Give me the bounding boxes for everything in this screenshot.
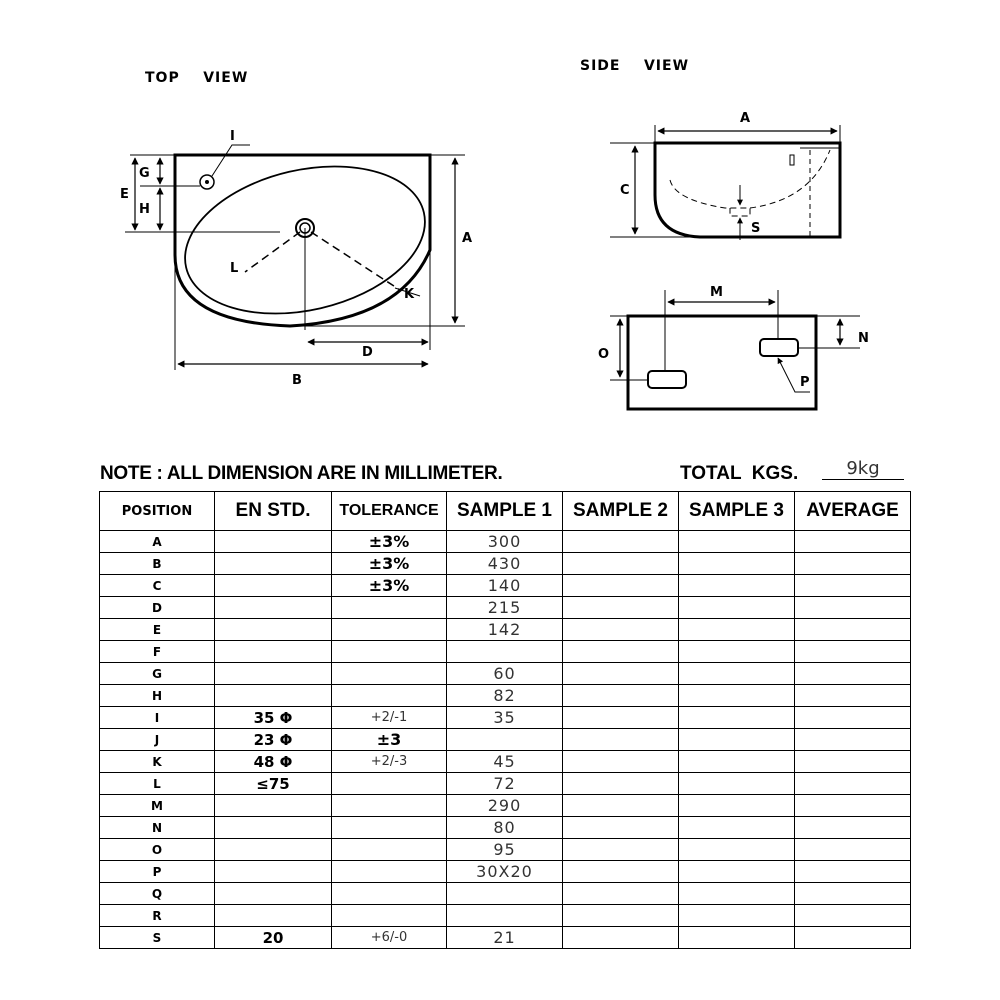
cell-sample2: [563, 663, 679, 685]
cell-en-std: [215, 641, 332, 663]
cell-position: A: [100, 531, 215, 553]
header-sample3: SAMPLE 3: [679, 492, 795, 531]
cell-tolerance: +2/-1: [332, 707, 447, 729]
cell-sample3: [679, 729, 795, 751]
cell-sample3: [679, 751, 795, 773]
cell-tolerance: +6/-0: [332, 927, 447, 949]
cell-en-std: [215, 685, 332, 707]
cell-tolerance: ±3: [332, 729, 447, 751]
cell-average: [795, 905, 911, 927]
cell-sample2: [563, 751, 679, 773]
cell-en-std: [215, 839, 332, 861]
cell-average: [795, 839, 911, 861]
table-row: [100, 531, 911, 553]
cell-position: J: [100, 729, 215, 751]
cell-sample1: 21: [447, 927, 563, 949]
top-view: [125, 144, 465, 370]
table-row: [100, 619, 911, 641]
label-k: K: [404, 287, 415, 302]
top-view-title: TOP VIEW: [145, 70, 249, 86]
header-sample2: SAMPLE 2: [563, 492, 679, 531]
cell-sample2: [563, 531, 679, 553]
header-position: POSITION: [100, 492, 215, 531]
cell-average: [795, 575, 911, 597]
cell-position: L: [100, 773, 215, 795]
cell-average: [795, 641, 911, 663]
total-kgs-value: 9kg: [822, 458, 904, 480]
cell-average: [795, 883, 911, 905]
cell-en-std: [215, 619, 332, 641]
cell-position: H: [100, 685, 215, 707]
cell-tolerance: [332, 641, 447, 663]
cell-sample3: [679, 861, 795, 883]
cell-sample1: [447, 641, 563, 663]
cell-average: [795, 817, 911, 839]
cell-sample2: [563, 641, 679, 663]
cell-tolerance: [332, 883, 447, 905]
total-kgs-label: TOTAL KGS.: [680, 463, 799, 484]
cell-tolerance: [332, 619, 447, 641]
cell-position: O: [100, 839, 215, 861]
cell-sample3: [679, 883, 795, 905]
table-row: [100, 663, 911, 685]
cell-average: [795, 729, 911, 751]
cell-tolerance: [332, 861, 447, 883]
cell-sample3: [679, 839, 795, 861]
cell-en-std: [215, 597, 332, 619]
label-s: S: [751, 221, 761, 236]
label-g: G: [139, 166, 150, 181]
label-c: C: [620, 183, 630, 198]
cell-average: [795, 553, 911, 575]
cell-average: [795, 773, 911, 795]
cell-sample1: 142: [447, 619, 563, 641]
cell-average: [795, 685, 911, 707]
cell-sample2: [563, 817, 679, 839]
cell-sample1: [447, 729, 563, 751]
cell-position: M: [100, 795, 215, 817]
cell-sample3: [679, 597, 795, 619]
cell-tolerance: [332, 817, 447, 839]
cell-average: [795, 707, 911, 729]
table-row: [100, 883, 911, 905]
cell-sample3: [679, 531, 795, 553]
header-tolerance: TOLERANCE: [332, 492, 447, 531]
label-i: I: [230, 129, 235, 144]
cell-position: N: [100, 817, 215, 839]
cell-position: K: [100, 751, 215, 773]
cell-sample3: [679, 641, 795, 663]
cell-en-std: 23 Φ: [215, 729, 332, 751]
cell-sample1: 45: [447, 751, 563, 773]
cell-en-std: [215, 905, 332, 927]
cell-sample3: [679, 905, 795, 927]
side-view: [610, 125, 840, 240]
cell-sample1: [447, 905, 563, 927]
cell-sample1: 140: [447, 575, 563, 597]
cell-sample3: [679, 773, 795, 795]
cell-sample3: [679, 685, 795, 707]
cell-en-std: [215, 553, 332, 575]
cell-tolerance: [332, 839, 447, 861]
cell-sample3: [679, 663, 795, 685]
cell-sample3: [679, 927, 795, 949]
cell-position: P: [100, 861, 215, 883]
cell-position: E: [100, 619, 215, 641]
cell-sample2: [563, 905, 679, 927]
cell-en-std: [215, 663, 332, 685]
cell-en-std: 20: [215, 927, 332, 949]
label-o: O: [598, 347, 610, 362]
cell-tolerance: ±3%: [332, 553, 447, 575]
table-row: [100, 861, 911, 883]
cell-sample1: 60: [447, 663, 563, 685]
cell-sample1: 95: [447, 839, 563, 861]
cell-sample1: 30X20: [447, 861, 563, 883]
cell-en-std: [215, 883, 332, 905]
note-text: NOTE : ALL DIMENSION ARE IN MILLIMETER.: [100, 463, 503, 484]
table-row: [100, 685, 911, 707]
cell-average: [795, 619, 911, 641]
cell-position: D: [100, 597, 215, 619]
cell-sample2: [563, 575, 679, 597]
cell-average: [795, 751, 911, 773]
cell-position: G: [100, 663, 215, 685]
label-h: H: [139, 202, 150, 217]
cell-position: C: [100, 575, 215, 597]
label-m: M: [710, 285, 723, 300]
table-row: [100, 905, 911, 927]
cell-average: [795, 927, 911, 949]
cell-tolerance: [332, 905, 447, 927]
cell-sample3: [679, 619, 795, 641]
header-average: AVERAGE: [795, 492, 911, 531]
cell-en-std: ≤75: [215, 773, 332, 795]
cell-sample2: [563, 729, 679, 751]
table-row: [100, 707, 911, 729]
side-view-title: SIDE VIEW: [580, 58, 690, 74]
cell-sample3: [679, 795, 795, 817]
cell-sample1: 35: [447, 707, 563, 729]
cell-position: Q: [100, 883, 215, 905]
cell-sample3: [679, 575, 795, 597]
cell-tolerance: ±3%: [332, 575, 447, 597]
cell-average: [795, 795, 911, 817]
table-row: [100, 729, 911, 751]
cell-sample1: 80: [447, 817, 563, 839]
table-row: [100, 773, 911, 795]
cell-en-std: [215, 575, 332, 597]
label-d: D: [362, 345, 373, 360]
header-sample1: SAMPLE 1: [447, 492, 563, 531]
cell-average: [795, 531, 911, 553]
table-row: [100, 641, 911, 663]
cell-sample1: [447, 883, 563, 905]
table-row: [100, 553, 911, 575]
label-b: B: [292, 373, 302, 388]
cell-sample1: 300: [447, 531, 563, 553]
cell-en-std: [215, 861, 332, 883]
cell-sample2: [563, 619, 679, 641]
label-p: P: [800, 375, 810, 390]
cell-tolerance: [332, 773, 447, 795]
cell-sample2: [563, 861, 679, 883]
cell-sample2: [563, 883, 679, 905]
label-a-side: A: [740, 111, 751, 126]
cell-sample3: [679, 553, 795, 575]
cell-sample1: 72: [447, 773, 563, 795]
cell-sample3: [679, 707, 795, 729]
table-row: [100, 795, 911, 817]
cell-tolerance: +2/-3: [332, 751, 447, 773]
table-row: [100, 575, 911, 597]
cell-tolerance: [332, 795, 447, 817]
cell-sample2: [563, 685, 679, 707]
header-en-std: EN STD.: [215, 492, 332, 531]
table-row: [100, 817, 911, 839]
dimension-table: [99, 491, 911, 949]
cell-sample1: 82: [447, 685, 563, 707]
cell-position: S: [100, 927, 215, 949]
cell-position: R: [100, 905, 215, 927]
label-l: L: [230, 261, 239, 276]
cell-tolerance: ±3%: [332, 531, 447, 553]
label-a-top: A: [462, 231, 473, 246]
cell-tolerance: [332, 685, 447, 707]
cell-sample2: [563, 927, 679, 949]
cell-sample2: [563, 795, 679, 817]
technical-drawing: [0, 0, 1000, 460]
cell-sample2: [563, 773, 679, 795]
label-e: E: [120, 187, 129, 202]
cell-en-std: [215, 795, 332, 817]
cell-sample2: [563, 839, 679, 861]
cell-position: F: [100, 641, 215, 663]
cell-sample1: 430: [447, 553, 563, 575]
cell-sample3: [679, 817, 795, 839]
table-row: [100, 751, 911, 773]
cell-en-std: 35 Φ: [215, 707, 332, 729]
cell-position: I: [100, 707, 215, 729]
cell-tolerance: [332, 597, 447, 619]
cell-average: [795, 861, 911, 883]
cell-average: [795, 663, 911, 685]
table-row: [100, 597, 911, 619]
cell-tolerance: [332, 663, 447, 685]
cell-sample2: [563, 707, 679, 729]
cell-sample2: [563, 553, 679, 575]
bottom-view: [610, 290, 860, 409]
cell-en-std: [215, 531, 332, 553]
label-n: N: [858, 331, 869, 346]
cell-average: [795, 597, 911, 619]
table-header-row: [100, 492, 911, 531]
cell-en-std: [215, 817, 332, 839]
table-row: [100, 839, 911, 861]
cell-sample2: [563, 597, 679, 619]
cell-position: B: [100, 553, 215, 575]
cell-en-std: 48 Φ: [215, 751, 332, 773]
table-row: [100, 927, 911, 949]
cell-sample1: 215: [447, 597, 563, 619]
cell-sample1: 290: [447, 795, 563, 817]
